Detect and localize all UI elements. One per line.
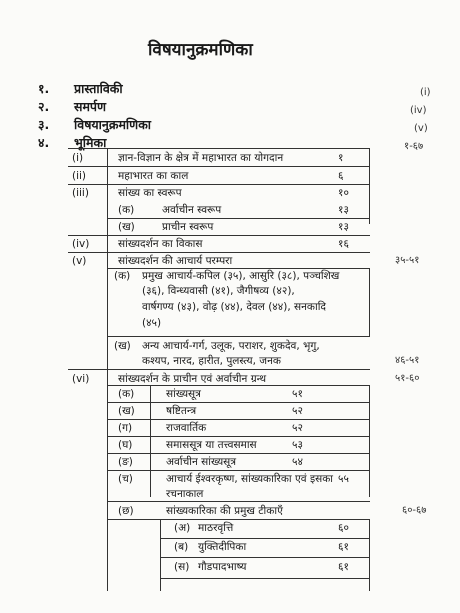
sub-page: ५१-६० [395,373,420,384]
item-label: विषयानुक्रमणिका [74,117,152,132]
sub-page: ५४ [292,456,303,468]
sub-number: (ख) [118,221,135,233]
page-title: विषयानुक्रमणिका [148,40,253,60]
sub-page: १ [338,152,344,164]
sub-page: ५१ [292,388,303,400]
sub-label: समाससूत्र या तत्त्वसमास [166,439,257,451]
sub-page: १३ [338,204,349,216]
table-left-rule [107,149,108,591]
sub-page: ४६-५१ [395,355,420,366]
sub-number: (क) [114,270,131,282]
row-rule [68,235,370,236]
item-page: (v) [414,123,428,134]
sub-number: (ङ) [118,456,133,468]
sub-label-line: प्रमुख आचार्य-कपिल (३५), आसुरि (३८), पञ्चशिख [142,270,340,282]
sub-label: माठरवृत्ति [198,522,234,534]
sub-label-line: वार्षगण्य (४३), वोढ़ (४४), देवल (४४), सनकादि [142,301,326,313]
sub-label: ज्ञान-विज्ञान के क्षेत्र में महाभारत का योगदान [118,152,284,164]
cell-rule [369,519,370,591]
row-rule [108,519,370,520]
sub-label: युक्तिदीपिका [198,541,247,553]
sub-number: (घ) [118,439,133,451]
sub-page: ५२ [292,405,303,417]
sub-page: ६१ [338,561,349,573]
sub-page: ६१ [338,541,349,553]
sub-page: ६ [338,170,344,182]
sub-label-line: आचार्य ईश्वरकृष्ण, सांख्यकारिका एवं इसका [166,473,333,485]
sub-number: (vi) [72,373,90,385]
sub-page: ५५ [338,473,349,485]
row-rule [68,166,370,167]
row-rule [108,218,370,219]
sub-label: सांख्यसूत्र [166,388,201,400]
item-label: प्रास्ताविकी [74,81,123,96]
sub-number: (क) [118,388,135,400]
item-page: (i) [420,87,431,98]
sub-label: महाभारत का काल [118,170,189,182]
sub-page: ३५-५१ [395,255,420,266]
sub-number: (v) [72,255,87,267]
sub-page: १३ [338,221,349,233]
item-page: (iv) [410,105,427,116]
sub-number: (अ) [174,522,191,534]
row-rule [160,557,370,558]
table-right-rule [369,149,370,224]
col-rule [160,519,161,591]
sub-number: (ख) [114,340,131,352]
sub-number: (ग) [118,422,133,434]
sub-label: गौडपादभाष्य [198,561,247,573]
item-page: १-६७ [404,141,424,152]
sub-page: ६०-६७ [402,505,427,516]
row-rule [68,184,370,185]
row-rule [108,385,370,386]
table-top-rule [68,148,370,149]
cell-rule [369,268,370,336]
sub-label: अर्वाचीन सांख्यसूत्र [166,456,237,468]
sub-label: प्राचीन स्वरूप [162,221,214,233]
sub-number: (ख) [118,405,135,417]
row-rule [68,252,370,253]
sub-page: ६० [338,522,349,534]
sub-label: सांख्यदर्शन का विकास [118,238,203,250]
sub-page: ५३ [292,439,303,451]
sub-label-line: (३६), विन्ध्यवासी (४१), जैगीषव्य (४२), [142,285,295,297]
item-label: भूमिका [74,135,107,150]
row-rule [108,268,370,269]
item-number: १. [38,81,50,96]
row-rule [108,453,370,454]
sub-label: सांख्यदर्शन के प्राचीन एवं अर्वाचीन ग्रन्थ [118,373,267,385]
row-rule [108,436,370,437]
sub-page: १० [338,187,349,199]
item-number: ३. [38,117,50,132]
item-number: २. [38,99,50,114]
row-rule [160,578,370,579]
row-rule [108,419,370,420]
sub-label: सांख्यदर्शन की आचार्य परम्परा [118,255,233,267]
sub-number: (ब) [174,541,189,553]
item-label: समर्पण [74,99,107,114]
sub-label-line: कश्यप, नारद, हारीत, पुलस्त्य, जनक [142,355,281,367]
sub-label: षष्टितन्त्र [166,405,197,417]
item-number: ४. [38,135,50,150]
row-rule [160,538,370,539]
sub-label: राजवार्तिक [166,422,207,434]
sub-number: (ii) [72,170,87,182]
sub-label-line: अन्य आचार्य-गर्ग, उलूक, पराशर, शुकदेव, भृगु, [142,340,320,352]
row-rule [108,402,370,403]
sub-label-line: रचनाकाल [166,488,204,500]
sub-number: (i) [72,152,84,164]
sub-number: (iv) [72,238,90,250]
row-rule [108,470,370,471]
row-rule [68,369,370,370]
sub-number: (क) [118,204,135,216]
sub-page: ५२ [292,422,303,434]
sub-label-line: (४५) [142,317,162,329]
sub-label: सांख्यकारिका की प्रमुख टीकाएँ [166,505,283,517]
sub-label: सांख्य का स्वरूप [118,187,182,199]
sub-number: (छ) [118,505,134,517]
sub-page: १६ [338,238,349,250]
row-rule [108,336,370,337]
sub-number: (iii) [72,187,89,199]
row-rule [108,501,370,502]
sub-label: अर्वाचीन स्वरूप [162,204,222,216]
sub-number: (स) [174,561,190,573]
sub-number: (च) [118,473,133,485]
